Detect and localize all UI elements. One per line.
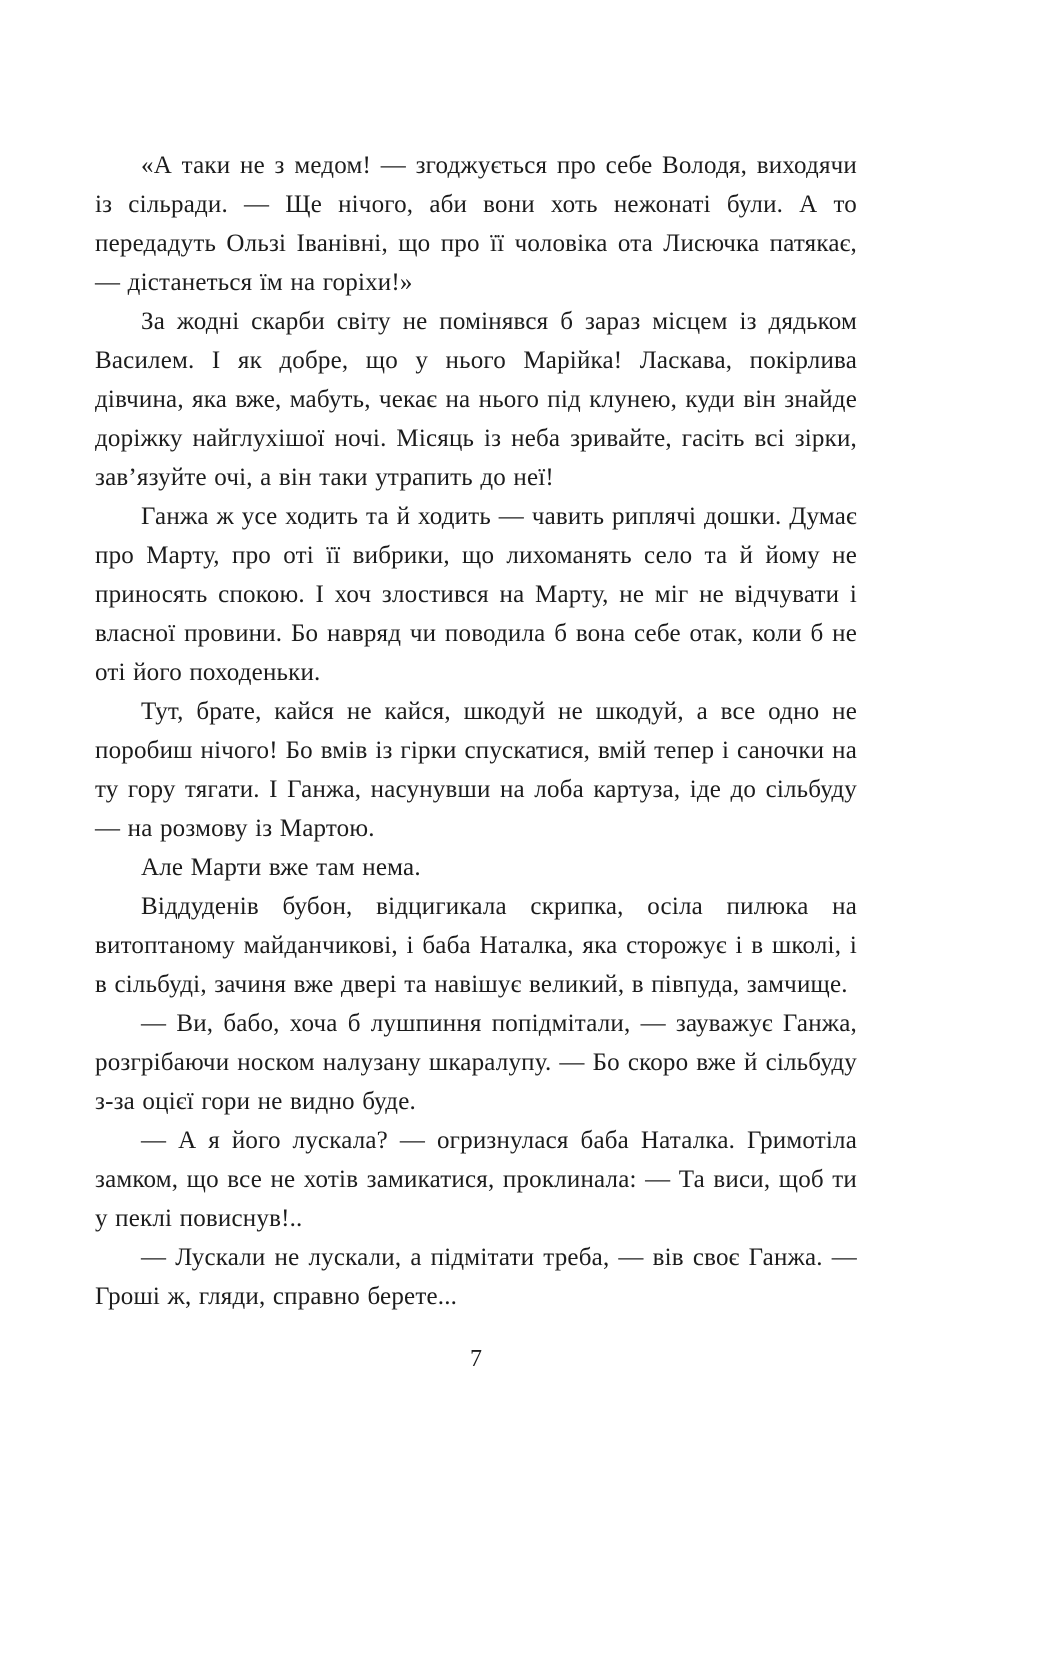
paragraph: Тут, брате, кайся не кайся, шкодуй не шкодуй, а все одно не поробиш нічого! Бо вмів із гірки спускатися, вмій тепер і саночки на ту гору тягати. І Ганжа, насунувши на лоба картуза, іде до сільбуду — на розмову із Мартою. [95,698,857,842]
paragraph: За жодні скарби світу не помінявся б зараз місцем із дядьком Василем. І як добре, що у нього Марійка! Ласкава, покірлива дівчина, яка вже, мабуть, чекає на нього під клунею, куди він знайде доріжку найглухішої ночі. Місяць із неба зривайте, гасіть всі зірки, зав’язуйте очі, а він таки утрапить до неї! [95,308,857,491]
paragraph: — А я його лускала? — огризнулася баба Наталка. Гримотіла замком, що все не хотів замикатися, проклинала: — Та виси, щоб ти у пеклі повиснув!.. [95,1127,857,1232]
text-block [95,146,857,1316]
paragraph: — Ви, бабо, хоча б лушпиння попідмітали, — зауважує Ганжа, розгрібаючи носком налузану шкаралупу. — Бо скоро вже й сільбуду з-за оцієї гори не видно буде. [95,1010,857,1115]
page-number: 7 [470,1346,482,1372]
paragraph: Ганжа ж усе ходить та й ходить — чавить риплячі дошки. Думає про Марту, про оті її вибрики, що лихоманять село та й йому не приносять спокою. І хоч злостився на Марту, не міг не відчувати і власної провини. Бо навряд чи поводила б вона себе отак, коли б не оті його походеньки. [95,503,857,686]
paragraph: — Лускали не лускали, а підмітати треба, — вів своє Ганжа. — Гроші ж, гляди, справно берете... [95,1244,857,1310]
paragraph: Віддуденів бубон, відцигикала скрипка, осіла пилюка на витоптаному майданчикові, і баба Наталка, яка сторожує і в школі, і в сільбуді, зачиня вже двері та навішує великий, в півпуда, замчище. [95,893,857,998]
paragraph: «А таки не з медом! — згоджується про себе Володя, виходячи із сільради. — Ще нічого, аби вони хоть нежонаті були. А то передадуть Ользі Іванівні, що про її чоловіка ота Лисючка патякає, — дістанеться їм на горіхи!» [95,152,857,296]
paragraph: Але Марти вже там нема. [141,854,421,881]
